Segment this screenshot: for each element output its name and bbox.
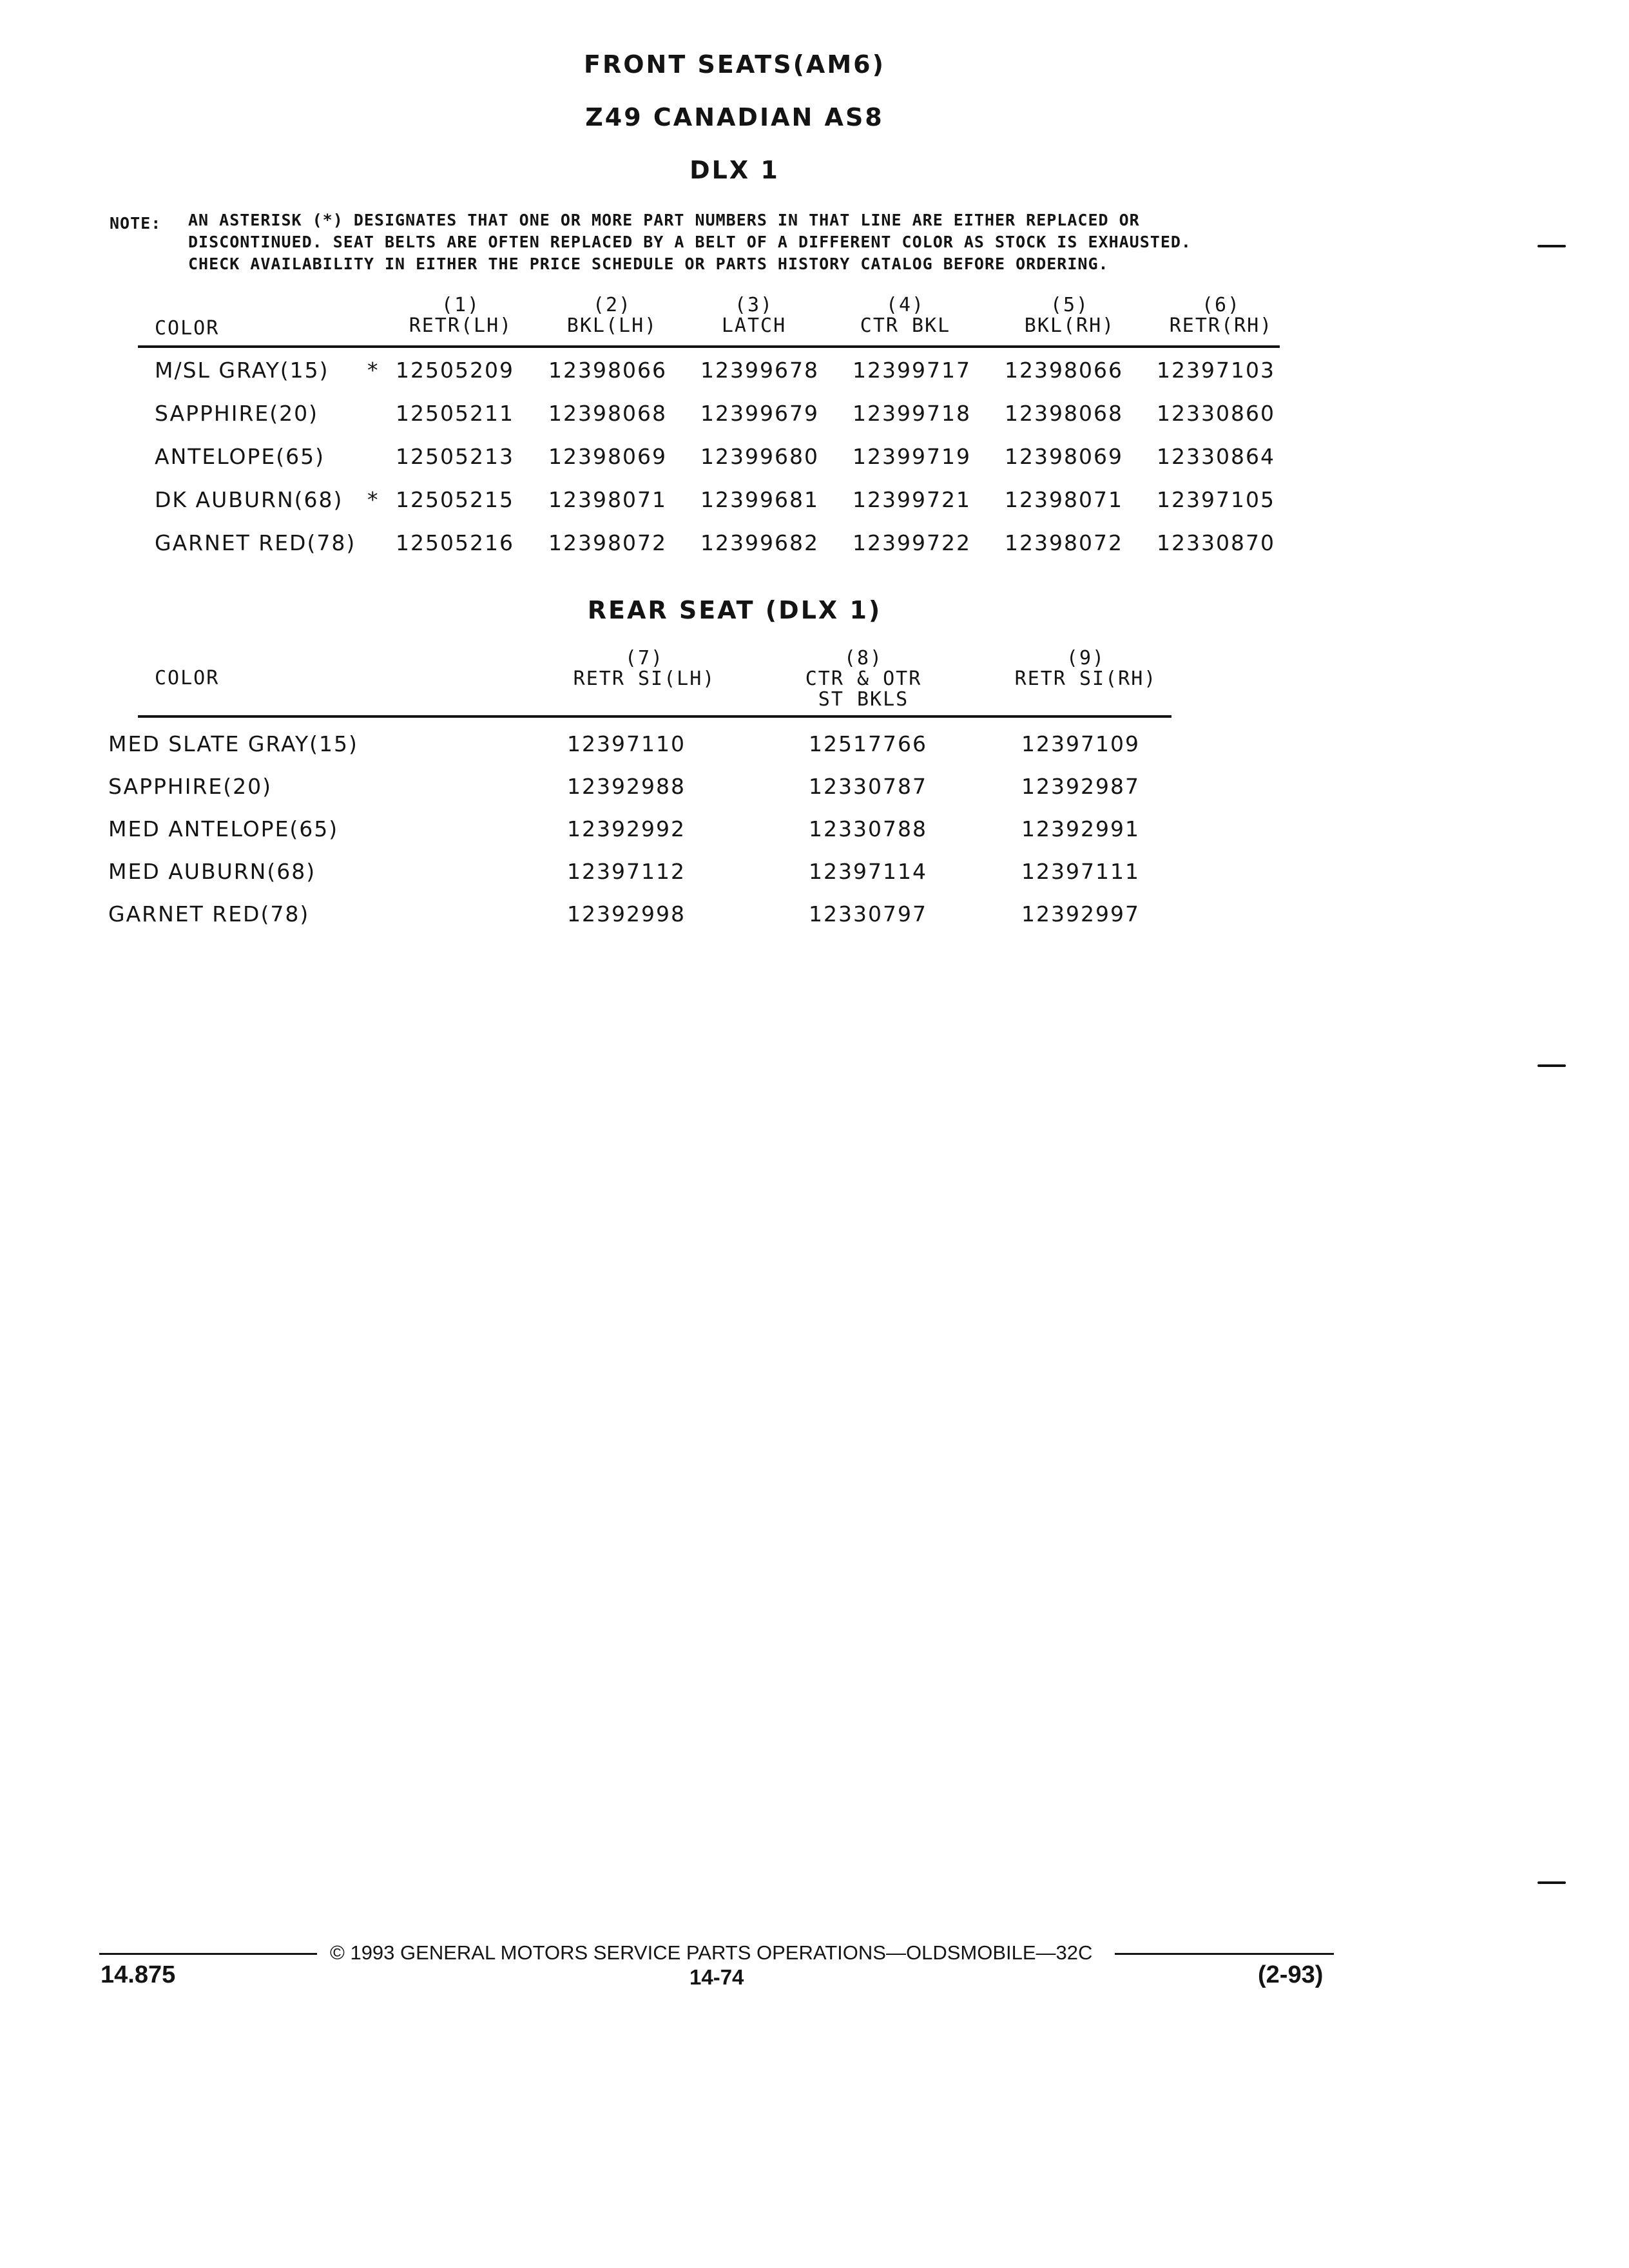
front-row-part: 12398072	[548, 530, 667, 555]
page-subtitle: Z49 CANADIAN AS8	[585, 103, 884, 131]
page-title: FRONT SEATS(AM6)	[584, 50, 885, 79]
trim-title: DLX 1	[689, 156, 780, 184]
front-row-part: 12399679	[700, 401, 819, 426]
front-col-3-header	[689, 295, 818, 336]
front-row-mark: *	[367, 487, 380, 512]
front-row-part: 12398068	[1005, 401, 1123, 426]
note-label: NOTE:	[110, 214, 162, 233]
front-row-part: 12399682	[700, 530, 819, 555]
front-col-1-num: (1)	[441, 294, 481, 316]
rear-col-9-num: (9)	[1066, 647, 1106, 669]
front-col-4-num: (4)	[885, 294, 925, 316]
front-row-part: 12398069	[548, 444, 667, 469]
front-row-part: 12399681	[700, 487, 819, 512]
rear-col-8-label: CTR & OTR	[805, 668, 922, 690]
footer-left-code: 14.875	[101, 1961, 176, 1988]
rear-row-part: 12330788	[809, 816, 927, 841]
front-row-part: 12505211	[396, 401, 514, 426]
front-row-part: 12505209	[396, 358, 514, 383]
front-row-part: 12399719	[853, 444, 971, 469]
rear-row-part: 12392998	[567, 901, 686, 927]
front-row-part: 12505215	[396, 487, 514, 512]
front-row-part: 12397105	[1157, 487, 1275, 512]
front-row-part: 12505213	[396, 444, 514, 469]
front-row-part: 12399680	[700, 444, 819, 469]
front-col-6-num: (6)	[1201, 294, 1241, 316]
rear-col-7-header	[561, 648, 728, 689]
front-row-color: SAPPHIRE(20)	[155, 401, 319, 426]
front-col-1-label: RETR(LH)	[409, 314, 513, 337]
front-row-part: 12398069	[1005, 444, 1123, 469]
front-row-part: 12330864	[1157, 444, 1275, 469]
rear-row-color: MED AUBURN(68)	[108, 859, 316, 884]
front-row-mark: *	[367, 358, 380, 383]
rear-col-7-num: (7)	[624, 647, 664, 669]
page-number: 14-74	[689, 1965, 744, 1989]
front-row-color: GARNET RED(78)	[155, 530, 356, 555]
rear-header-rule	[138, 715, 1171, 718]
rear-row-color: MED SLATE GRAY(15)	[108, 731, 358, 756]
rear-col-7-label: RETR SI(LH)	[573, 668, 716, 690]
rear-row-part: 12392988	[567, 774, 686, 799]
note-line-2: DISCONTINUED. SEAT BELTS ARE OFTEN REPLACED BY A BELT OF A DIFFERENT COLOR AS STOCK IS EXHAUSTED.	[188, 233, 1191, 251]
front-col-2-label: BKL(LH)	[566, 314, 658, 337]
note-line-1: AN ASTERISK (*) DESIGNATES THAT ONE OR MORE PART NUMBERS IN THAT LINE ARE EITHER REPLACED OR	[188, 211, 1140, 229]
front-col-3-num: (3)	[734, 294, 774, 316]
front-row-color: ANTELOPE(65)	[155, 444, 325, 469]
rear-row-part: 12517766	[809, 731, 927, 756]
front-col-3-label: LATCH	[721, 314, 787, 337]
front-col-2-header	[548, 295, 677, 336]
front-col-5-label: BKL(RH)	[1024, 314, 1115, 337]
rear-col-9-label: RETR SI(RH)	[1014, 668, 1157, 690]
front-col-4-header	[841, 295, 970, 336]
footer-date: (2-93)	[1258, 1961, 1324, 1988]
margin-tick-mark	[1537, 245, 1566, 247]
note-line-3: CHECK AVAILABILITY IN EITHER THE PRICE SCHEDULE OR PARTS HISTORY CATALOG BEFORE ORDERING.	[188, 255, 1109, 273]
front-row-part: 12399678	[700, 358, 819, 383]
rear-col-8-header	[780, 648, 947, 710]
front-col-4-label: CTR BKL	[860, 314, 951, 337]
footer-copyright: © 1993 GENERAL MOTORS SERVICE PARTS OPERATIONS—OLDSMOBILE—32C	[330, 1941, 1093, 1964]
rear-row-part: 12397110	[567, 731, 686, 756]
rear-row-part: 12397111	[1021, 859, 1140, 884]
rear-row-color: SAPPHIRE(20)	[108, 774, 273, 799]
front-col-5-header	[1005, 295, 1134, 336]
rear-row-part: 12392997	[1021, 901, 1140, 927]
rear-row-part: 12397109	[1021, 731, 1140, 756]
rear-row-color: GARNET RED(78)	[108, 901, 310, 927]
front-row-part: 12330860	[1157, 401, 1275, 426]
front-row-part: 12398066	[548, 358, 667, 383]
front-row-part: 12398068	[548, 401, 667, 426]
rear-row-part: 12330797	[809, 901, 927, 927]
front-row-part: 12397103	[1157, 358, 1275, 383]
rear-row-part: 12392991	[1021, 816, 1140, 841]
footer-rule-right	[1115, 1953, 1334, 1955]
margin-tick-mark	[1537, 1064, 1566, 1067]
rear-seat-title: REAR SEAT (DLX 1)	[587, 596, 882, 624]
front-row-part: 12399718	[853, 401, 971, 426]
front-col-5-num: (5)	[1050, 294, 1090, 316]
rear-color-header: COLOR	[155, 667, 220, 689]
front-row-part: 12398071	[1005, 487, 1123, 512]
rear-row-part: 12330787	[809, 774, 927, 799]
front-col-1-header	[396, 295, 525, 336]
front-row-part: 12399721	[853, 487, 971, 512]
rear-col-8-num: (8)	[843, 647, 883, 669]
front-row-part: 12398066	[1005, 358, 1123, 383]
front-row-color: DK AUBURN(68)	[155, 487, 343, 512]
rear-col-9-header	[1002, 648, 1170, 689]
front-row-color: M/SL GRAY(15)	[155, 358, 329, 383]
front-col-2-num: (2)	[592, 294, 632, 316]
rear-row-part: 12397112	[567, 859, 686, 884]
front-row-part: 12398071	[548, 487, 667, 512]
rear-row-part: 12392987	[1021, 774, 1140, 799]
front-row-part: 12505216	[396, 530, 514, 555]
footer-rule-left	[99, 1953, 317, 1955]
front-row-part: 12330870	[1157, 530, 1275, 555]
front-row-part: 12399717	[853, 358, 971, 383]
margin-tick-mark	[1537, 1881, 1566, 1884]
rear-row-part: 12392992	[567, 816, 686, 841]
front-col-6-header	[1150, 295, 1292, 336]
front-row-part: 12399722	[853, 530, 971, 555]
front-row-part: 12398072	[1005, 530, 1123, 555]
front-color-header: COLOR	[155, 317, 220, 340]
rear-col-8-label2: ST BKLS	[818, 688, 909, 711]
front-header-rule	[138, 345, 1280, 348]
front-col-6-label: RETR(RH)	[1169, 314, 1273, 337]
rear-row-color: MED ANTELOPE(65)	[108, 816, 339, 841]
rear-row-part: 12397114	[809, 859, 927, 884]
